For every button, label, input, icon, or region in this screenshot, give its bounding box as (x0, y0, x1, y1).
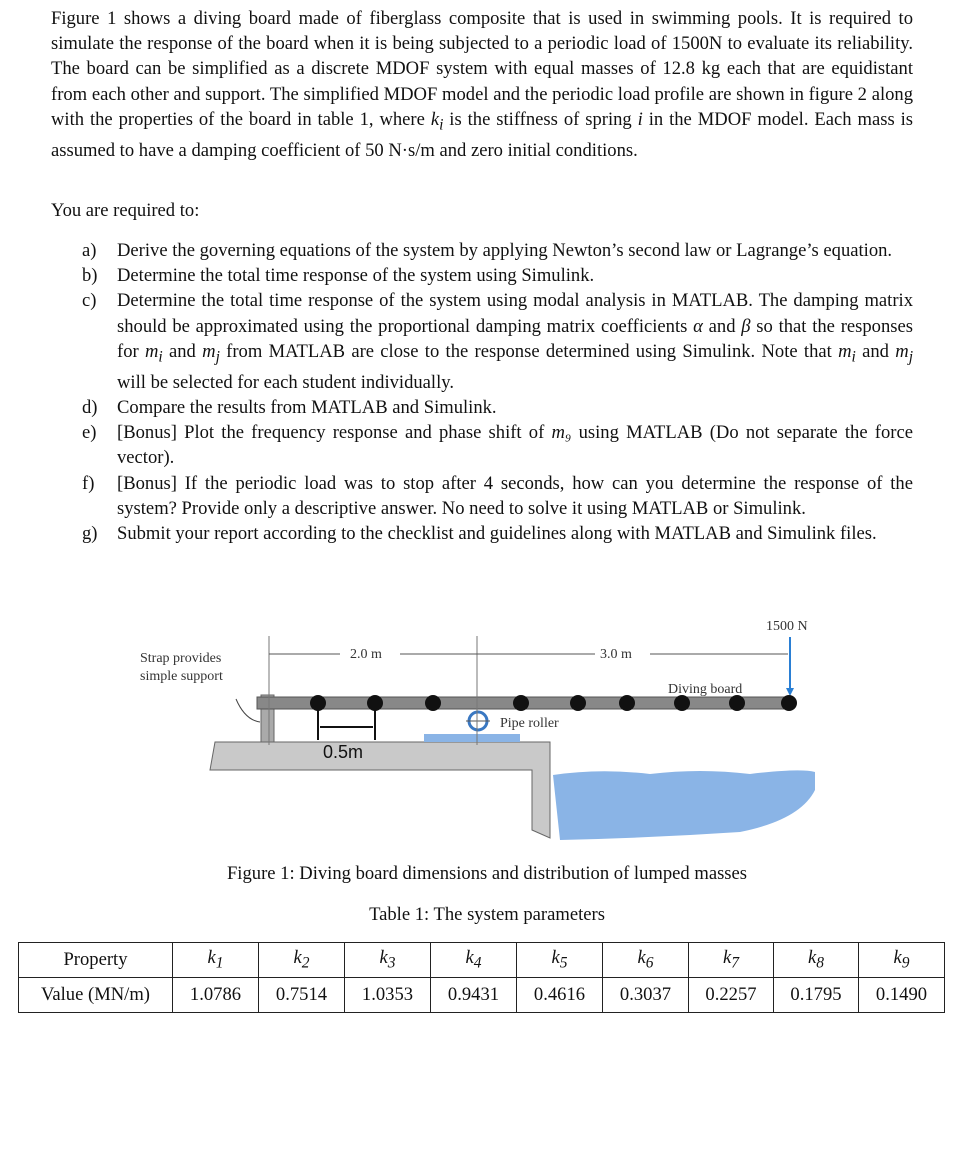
math-i: i (637, 108, 643, 130)
svg-text:1500 N: 1500 N (766, 619, 808, 634)
roller-base (424, 734, 520, 742)
svg-text:Strap provides: Strap provides (140, 651, 222, 666)
svg-text:simple support: simple support (140, 669, 223, 684)
platform (210, 742, 550, 838)
required-heading: You are required to: (51, 200, 200, 221)
svg-text:3.0 m: 3.0 m (600, 647, 632, 662)
system-parameters-table (18, 942, 945, 1013)
task-g: g) Submit your report according to the checklist and guidelines along with MATLAB and Simulink files. (82, 522, 877, 544)
svg-text:Diving board: Diving board (668, 682, 743, 697)
water (553, 770, 815, 840)
math-ki: $k_i$ (430, 108, 444, 134)
task-b: b) Determine the total time response of the system using Simulink. (82, 265, 595, 287)
table-row: Property $k_1$ $k_2$ $k_3$ $k_4$ $k_5$ $k_6$ $k_7$ $k_8$ $k_9$ (19, 943, 945, 978)
task-d: d) Compare the results from MATLAB and Simulink. (82, 396, 497, 418)
task-a: a) Derive the governing equations of the system by applying Newton’s second law or Lagrange’s equation. (82, 240, 893, 261)
task-f: f) [Bonus] If the periodic load was to stop after 4 seconds, how can you determine the response of the system? Provide only a descriptive answer. No need to solve it using MATLAB or Simulink. (82, 472, 913, 519)
table-caption: Table 1: The system parameters (369, 904, 605, 925)
svg-text:0.5m: 0.5m (323, 742, 364, 762)
intro-text-3: in the MDOF model. Each mass is assumed to have a damping coefficient of 50 N·s/m and zero initial conditions. (51, 108, 914, 161)
task-e: e) [Bonus] Plot the frequency response and phase shift of m₉ using MATLAB (Do not separate the force vector). (82, 422, 913, 469)
intro-text: Figure 1 shows a diving board made of fiberglass composite that is used in swimming pools. It is required to simulate the response of the board when it is being subjected to a periodic load of 1500N to evaluate its reliability. The board can be simplified as a discrete MDOF system with equal masses of 12.8 kg each that are equidistant from each other and support. The simplified MDOF model and the periodic load profile are shown in figure 2 along with the properties of the board in table 1, where (51, 8, 913, 130)
svg-text:Pipe roller: Pipe roller (500, 716, 559, 731)
intro-text-2: is the stiffness of spring (443, 108, 638, 130)
figure-caption: Figure 1: Diving board dimensions and distribution of lumped masses (226, 863, 748, 884)
table-row: Value (MN/m) 1.0786 0.7514 1.0353 0.9431 0.4616 0.3037 0.2257 0.1795 0.1490 (19, 978, 945, 1013)
task-c: c) Determine the total time response of the system using modal analysis in MATLAB. The damping matrix should be approximated using the proportional damping matrix coefficients α and β so that the responses for $m_i$ and $m_j$ from MATLAB are close to the response determined using Simulink. Note that $m_i$ and $m_j$ will be selected for each student individually. (82, 290, 913, 393)
svg-text:2.0 m: 2.0 m (350, 647, 382, 662)
